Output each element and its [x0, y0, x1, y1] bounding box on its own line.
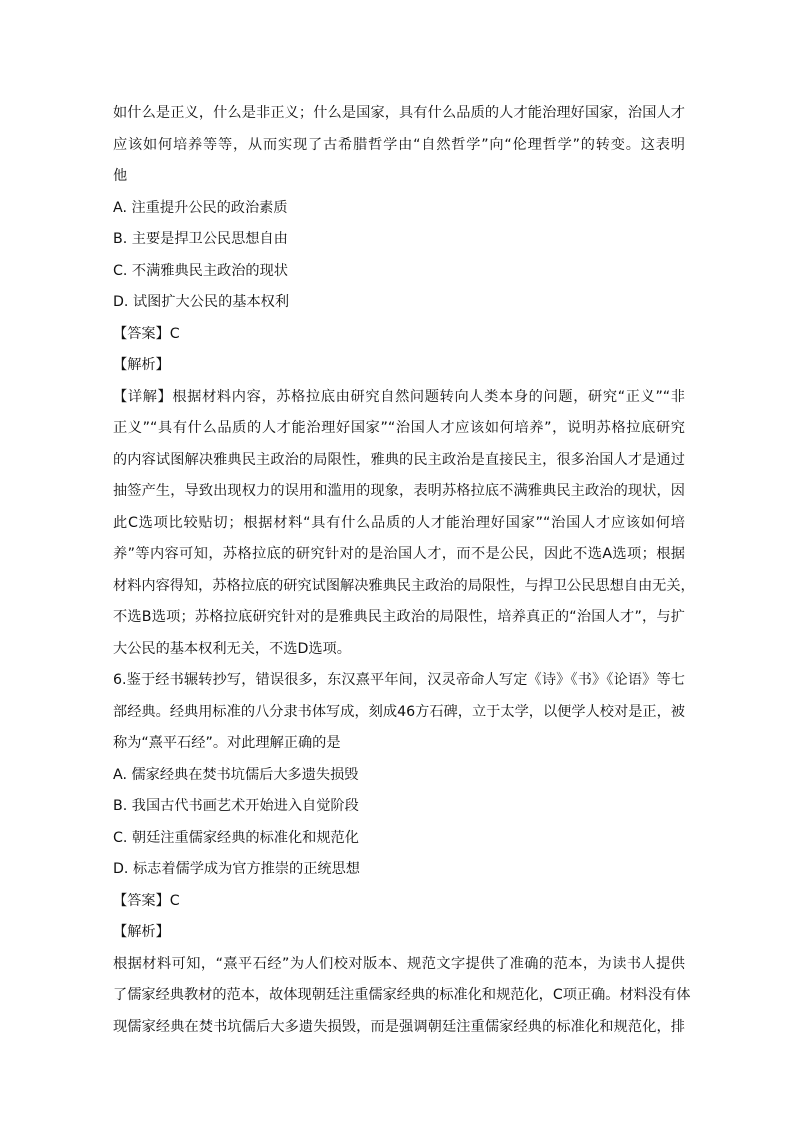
q5-analysis-line: 不选B选项；苏格拉底研究针对的是雅典民主政治的局限性，培养真正的“治国人才”，与扩 [113, 609, 685, 625]
q6-analysis-heading: 【解析】 [113, 924, 170, 940]
q5-stem-line: 应该如何培养等等，从而实现了古希腊哲学由“自然哲学”向“伦理哲学”的转变。这表明 [113, 136, 685, 153]
q6-answer: 【答案】C [113, 892, 180, 909]
q5-analysis-heading: 【解析】 [113, 357, 170, 373]
q5-analysis-line: 正义”“具有什么品质的人才能治理好国家”“治国人才应该如何培养”，说明苏格拉底研究 [113, 420, 685, 436]
q5-option-b: B. 主要是捍卫公民思想自由 [113, 231, 288, 247]
q6-stem-line: 部经典。经典用标准的八分隶书体写成，刻成46方石碑，立于太学，以便学人校对是正，被 [113, 703, 685, 720]
q6-option-d: D. 标志着儒学成为官方推崇的正统思想 [113, 861, 360, 877]
q6-analysis-line: 根据材料可知，“熹平石经”为人们校对版本、规范文字提供了准确的范本，为读书人提供 [113, 955, 685, 972]
q5-option-d: D. 试图扩大公民的基本权利 [113, 294, 290, 310]
q6-option-c: C. 朝廷注重儒家经典的标准化和规范化 [113, 829, 359, 846]
q5-stem-line: 他 [113, 168, 128, 184]
q5-option-a: A. 注重提升公民的政治素质 [113, 199, 288, 216]
q5-analysis-line: 抽签产生，导致出现权力的误用和滥用的现象，表明苏格拉底不满雅典民主政治的现状，因 [113, 483, 685, 499]
q5-stem-line: 如什么是正义，什么是非正义；什么是国家，具有什么品质的人才能治理好国家，治国人才 [113, 105, 685, 121]
q5-analysis-line: 【详解】根据材料内容，苏格拉底由研究自然问题转向人类本身的问题，研究“正义”“非 [113, 388, 685, 405]
q5-option-c: C. 不满雅典民主政治的现状 [113, 262, 288, 279]
q5-answer: 【答案】C [113, 325, 180, 342]
q5-analysis-line: 养”等内容可知，苏格拉底的研究针对的是治国人才，而不是公民，因此不选A选项；根据 [113, 546, 685, 562]
q5-analysis-line: 材料内容得知，苏格拉底的研究试图解决雅典民主政治的局限性，与捍卫公民思想自由无关， [113, 577, 695, 594]
q6-analysis-line: 了儒家经典教材的范本，故体现朝廷注重儒家经典的标准化和规范化，C项正确。材料没有体 [113, 987, 691, 1003]
q5-analysis-line: 大公民的基本权利无关，不选D选项。 [113, 640, 351, 657]
q6-analysis-line: 现儒家经典在焚书坑儒后大多遗失损毁，而是强调朝廷注重儒家经典的标准化和规范化，排 [113, 1018, 685, 1035]
q6-stem-line: 6.鉴于经书辗转抄写，错误很多，东汉熹平年间，汉灵帝命人写定《诗》《书》《论语》等七 [113, 672, 685, 688]
document-body [113, 98, 695, 1043]
q6-stem-line: 称为“熹平石经”。对此理解正确的是 [113, 735, 341, 751]
q6-option-b: B. 我国古代书画艺术开始进入自觉阶段 [113, 798, 359, 814]
q5-analysis-line: 此C选项比较贴切；根据材料“具有什么品质的人才能治理好国家”“治国人才应该如何培 [113, 514, 685, 531]
q5-analysis-line: 的内容试图解决雅典民主政治的局限性，雅典的民主政治是直接民主，很多治国人才是通过 [113, 451, 685, 468]
q6-option-a: A. 儒家经典在焚书坑儒后大多遗失损毁 [113, 766, 359, 783]
